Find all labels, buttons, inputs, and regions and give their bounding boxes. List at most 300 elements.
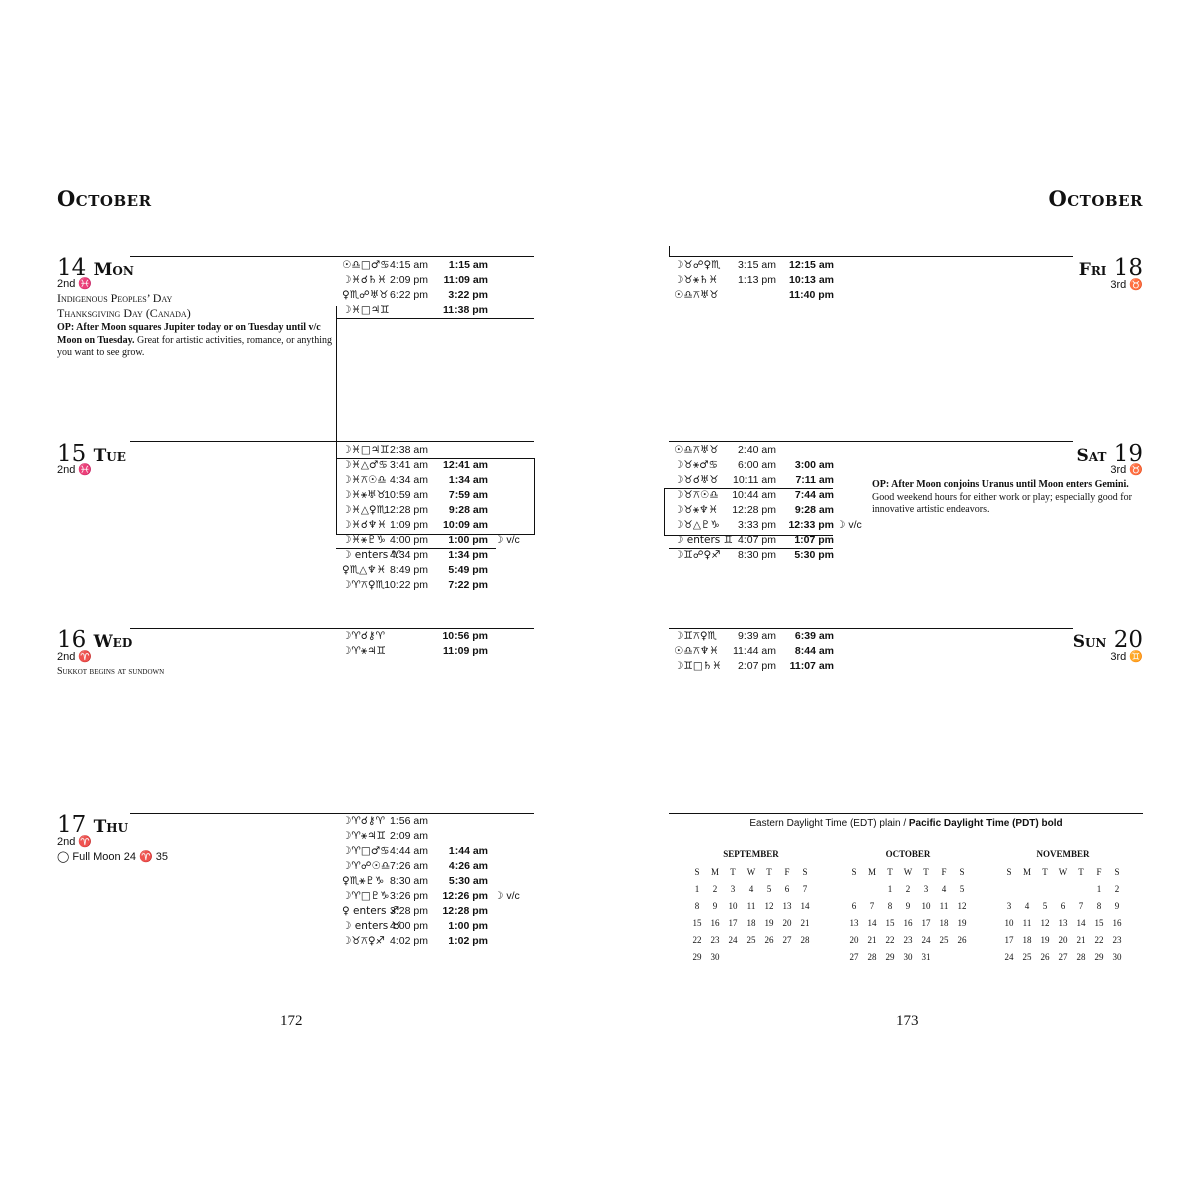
calendar-day: 30 (710, 951, 720, 962)
calendar-day: 20 (1058, 934, 1068, 945)
calendar-weekday: T (730, 866, 736, 877)
calendar-weekday: F (941, 866, 947, 877)
calendar-day: 30 (903, 951, 913, 962)
day-number: 15 (57, 441, 87, 467)
aspect-pdt: 5:30 pm (794, 549, 834, 561)
aspect-symbols: ☽♓□♃♊ (342, 444, 390, 456)
op-note-text: Good weekend hours for either work or play; especially good for innovative artistic endeavors. (872, 491, 1132, 515)
aspect-edt: 4:34 pm (390, 549, 428, 561)
aspect-edt: 7:26 am (390, 860, 428, 872)
aspect-row (338, 919, 538, 934)
calendar-day: 21 (800, 917, 810, 928)
calendar-day: 19 (764, 917, 774, 928)
aspect-pdt: 11:09 pm (443, 645, 488, 657)
calendar-day: 1 (1096, 883, 1102, 894)
aspect-symbols: ☽♉⚹♆♓ (674, 504, 718, 516)
aspect-row (338, 904, 538, 919)
calendar-day: 19 (957, 917, 967, 928)
calendar-rule (669, 813, 1143, 814)
calendar-day: 8 (694, 900, 700, 911)
calendar-day: 10 (728, 900, 738, 911)
aspect-edt: 10:59 am (384, 489, 428, 501)
calendar-weekday: T (766, 866, 772, 877)
calendar-day: 24 (921, 934, 931, 945)
calendar-day (935, 948, 953, 965)
calendar-day: 20 (849, 934, 859, 945)
aspect-list-wed16 (338, 629, 538, 659)
calendar-day: 5 (1042, 900, 1048, 911)
calendar-day: 18 (746, 917, 756, 928)
calendar-day: 4 (748, 883, 754, 894)
calendar-day: 25 (939, 934, 949, 945)
calendar-day: 4 (941, 883, 947, 894)
aspect-symbols: ♀♏☍♅♉ (342, 289, 389, 301)
calendar-day (1018, 880, 1036, 897)
aspect-symbols: ☽♈⚹♃♊ (342, 645, 386, 657)
calendar-weekday: T (923, 866, 929, 877)
aspect-pdt: 12:26 pm (442, 890, 488, 902)
aspect-symbols: ☽ enters ♉ (342, 920, 401, 932)
calendar-day: 27 (849, 951, 859, 962)
calendar-day: 8 (1096, 900, 1102, 911)
mini-calendar-september (688, 849, 814, 965)
day-name: Fri (1078, 260, 1107, 280)
aspect-edt: 10:22 pm (384, 579, 428, 591)
aspect-pdt: 1:02 pm (448, 935, 488, 947)
calendar-day: 29 (885, 951, 895, 962)
calendar-day: 18 (939, 917, 949, 928)
aspect-row (338, 859, 538, 874)
calendar-weekday: S (1006, 866, 1012, 877)
aspect-edt: 3:33 pm (738, 519, 776, 531)
aspect-edt: 2:09 pm (390, 274, 428, 286)
calendar-month-title: SEPTEMBER (723, 849, 779, 859)
aspect-row (338, 934, 538, 949)
aspect-symbols: ☽♉⚹♂♋ (674, 459, 718, 471)
day-name: Mon (93, 260, 134, 280)
calendar-day: 16 (903, 917, 913, 928)
calendar-day: 23 (710, 934, 720, 945)
void-of-course-label: ☽ v/c (494, 890, 520, 902)
aspect-edt: 2:09 am (390, 830, 428, 842)
aspect-pdt: 1:07 pm (794, 534, 834, 546)
calendar-day (724, 948, 742, 965)
calendar-day: 8 (887, 900, 893, 911)
aspect-pdt: 9:28 am (794, 504, 834, 516)
calendar-month-title: OCTOBER (885, 849, 931, 859)
calendar-day: 14 (1076, 917, 1086, 928)
aspect-pdt: 12:28 pm (442, 905, 488, 917)
aspect-row (670, 548, 870, 563)
aspect-symbols: ☉♎□♂♋ (342, 259, 390, 271)
calendar-day: 7 (1078, 900, 1084, 911)
aspect-row (338, 829, 538, 844)
aspect-row (670, 273, 870, 288)
aspect-row (670, 644, 870, 659)
aspect-edt: 1:13 pm (738, 274, 776, 286)
aspect-pdt: 6:39 am (794, 630, 834, 642)
aspect-symbols: ☽♓△♀♏ (342, 504, 387, 516)
calendar-day (778, 948, 796, 965)
aspect-edt: 3:26 pm (390, 890, 428, 902)
calendar-day: 29 (1094, 951, 1104, 962)
day-number: 20 (1113, 627, 1143, 653)
calendar-day: 25 (746, 934, 756, 945)
aspect-row (670, 458, 870, 473)
calendar-day: 6 (1060, 900, 1066, 911)
aspect-edt: 4:00 pm (390, 534, 428, 546)
calendar-day: 1 (694, 883, 700, 894)
timezone-bold: Pacific Daylight Time (PDT) bold (908, 818, 1063, 829)
void-of-course-label: ☽ v/c (494, 534, 520, 546)
aspect-pdt: 11:09 am (443, 274, 488, 286)
calendar-weekday: S (959, 866, 965, 877)
aspect-edt: 2:07 pm (738, 660, 776, 672)
moon-phase: 3rd ♊ (1110, 651, 1143, 663)
calendar-day: 6 (784, 883, 790, 894)
aspect-list-fri18 (670, 258, 870, 303)
aspect-row (338, 814, 538, 829)
aspect-symbols: ☽♉☍♀♏ (674, 259, 721, 271)
moon-phase: 2nd ♓ (57, 278, 93, 290)
calendar-day: 26 (764, 934, 774, 945)
aspect-edt: 10:44 am (732, 489, 776, 501)
calendar-day: 11 (939, 900, 949, 911)
aspect-pdt: 7:11 am (795, 474, 834, 486)
calendar-day (1072, 880, 1090, 897)
calendar-day: 13 (1058, 917, 1068, 928)
timezone-legend (670, 818, 1142, 829)
aspect-pdt: 12:33 pm (788, 519, 834, 531)
aspect-row (338, 548, 538, 563)
aspect-pdt: 1:34 am (448, 474, 488, 486)
aspect-row (670, 258, 870, 273)
aspect-pdt: 7:44 am (794, 489, 834, 501)
aspect-pdt: 9:28 am (448, 504, 488, 516)
calendar-day (953, 948, 971, 965)
calendar-weekday: S (851, 866, 857, 877)
aspect-symbols: ♀ enters ♐ (342, 905, 400, 917)
aspect-symbols: ☽♓□♃♊ (342, 304, 390, 316)
aspect-edt: 11:44 am (733, 645, 776, 657)
aspect-edt: 1:56 am (390, 815, 428, 827)
holiday-1: Indigenous Peoples’ Day (57, 291, 173, 305)
mini-calendar-november (1000, 849, 1126, 965)
calendar-day: 23 (903, 934, 913, 945)
aspect-list-mon14 (338, 258, 538, 318)
calendar-day: 22 (692, 934, 702, 945)
aspect-edt: 8:30 am (390, 875, 428, 887)
calendar-day: 12 (957, 900, 967, 911)
calendar-day: 21 (867, 934, 877, 945)
aspect-row (338, 258, 538, 273)
calendar-day: 26 (1040, 951, 1050, 962)
aspect-edt: 3:15 am (738, 259, 776, 271)
aspect-edt: 1:09 pm (390, 519, 428, 531)
aspect-row (338, 273, 538, 288)
aspect-pdt: 1:44 am (448, 845, 488, 857)
aspect-edt: 3:41 am (390, 459, 428, 471)
aspect-edt: 4:44 am (390, 845, 428, 857)
aspect-pdt: 10:13 am (789, 274, 834, 286)
calendar-weekday: T (1042, 866, 1048, 877)
aspect-symbols: ☽♉△♇♑ (674, 519, 720, 531)
aspect-edt: 4:34 am (390, 474, 428, 486)
aspect-symbols: ☽♉⚹♄♓ (674, 274, 718, 286)
calendar-weekday: M (867, 866, 876, 877)
day-name: Wed (93, 632, 133, 652)
voc-rule (336, 548, 496, 549)
calendar-day: 5 (766, 883, 772, 894)
aspect-row (338, 303, 538, 318)
op-note-text: Great for artistic activities, romance, or anything you want to see grow. (57, 334, 332, 358)
aspect-edt: 2:38 am (390, 444, 428, 456)
aspect-pdt: 1:00 pm (448, 534, 488, 546)
aspect-row (670, 443, 870, 458)
calendar-day: 9 (905, 900, 911, 911)
day-name: Thu (93, 817, 129, 837)
aspect-list-sun20 (670, 629, 870, 674)
aspect-pdt: 4:26 am (448, 860, 488, 872)
calendar-day: 28 (867, 951, 877, 962)
aspect-symbols: ☽ enters ♈ (342, 549, 401, 561)
aspect-edt: 6:00 am (738, 459, 776, 471)
calendar-day: 12 (1040, 917, 1050, 928)
aspect-symbols: ☽♓☌♄♓ (342, 274, 387, 286)
aspect-pdt: 1:15 am (448, 259, 488, 271)
calendar-day: 25 (1022, 951, 1032, 962)
voc-rule (669, 548, 833, 549)
voc-bracket-line (336, 306, 337, 458)
calendar-weekday: F (784, 866, 790, 877)
aspect-symbols: ☽♊☍♀♐ (674, 549, 721, 561)
calendar-day: 26 (957, 934, 967, 945)
aspect-pdt: 5:49 pm (448, 564, 488, 576)
calendar-day: 14 (800, 900, 810, 911)
day-number: 14 (57, 255, 87, 281)
aspect-symbols: ☽♈☌⚷♈ (342, 630, 385, 642)
calendar-day: 15 (692, 917, 702, 928)
calendar-day: 17 (1004, 934, 1014, 945)
calendar-day: 3 (923, 883, 929, 894)
day-rule (130, 441, 534, 442)
calendar-weekday: S (694, 866, 700, 877)
moon-phase: 2nd ♈ (57, 836, 93, 848)
holiday-1: Sukkot begins at sundown (57, 666, 165, 677)
aspect-row (338, 889, 538, 904)
calendar-day: 17 (728, 917, 738, 928)
aspect-row (338, 629, 538, 644)
calendar-day: 14 (867, 917, 877, 928)
aspect-symbols: ☽♉⚻♀♐ (342, 935, 385, 947)
timezone-plain: Eastern Daylight Time (EDT) plain (749, 818, 901, 829)
aspect-edt: 8:30 pm (738, 549, 776, 561)
aspect-pdt: 7:22 pm (448, 579, 488, 591)
aspect-edt: 3:28 pm (390, 905, 428, 917)
aspect-symbols: ☉♎⚻♅♉ (674, 289, 719, 301)
aspect-symbols: ☽♈□♇♑ (342, 890, 390, 902)
calendar-day: 16 (710, 917, 720, 928)
aspect-edt: 12:28 pm (384, 504, 428, 516)
voc-bracket-line (669, 246, 670, 256)
calendar-day: 27 (782, 934, 792, 945)
aspect-symbols: ☽ enters ♊ (674, 534, 733, 546)
aspect-pdt: 8:44 am (794, 645, 834, 657)
day-name: Tue (93, 446, 126, 466)
op-note-mon14 (57, 322, 332, 360)
aspect-row (670, 659, 870, 674)
calendar-day: 2 (905, 883, 911, 894)
day-rule (669, 441, 1073, 442)
calendar-day: 19 (1040, 934, 1050, 945)
aspect-pdt: 1:00 pm (448, 920, 488, 932)
aspect-row (338, 644, 538, 659)
aspect-symbols: ☽♓⚹♅♉ (342, 489, 386, 501)
aspect-row (338, 443, 538, 458)
voc-bracket-top (336, 318, 534, 319)
calendar-day: 2 (1114, 883, 1120, 894)
calendar-day (1054, 880, 1072, 897)
left-page-number: 172 (280, 1013, 303, 1029)
aspect-row (338, 563, 538, 578)
calendar-day: 7 (869, 900, 875, 911)
calendar-day: 31 (921, 951, 931, 962)
aspect-row (338, 844, 538, 859)
calendar-day: 24 (728, 934, 738, 945)
aspect-row (670, 473, 870, 488)
calendar-day: 13 (849, 917, 859, 928)
aspect-symbols: ☽♈□♂♋ (342, 845, 390, 857)
day-name: Sun (1072, 632, 1107, 652)
calendar-day (760, 948, 778, 965)
calendar-day: 2 (712, 883, 718, 894)
aspect-pdt: 12:41 am (443, 459, 488, 471)
aspect-pdt: 7:59 am (448, 489, 488, 501)
aspect-symbols: ☽♓☌♆♓ (342, 519, 387, 531)
aspect-symbols: ☽♈☌⚷♈ (342, 815, 385, 827)
calendar-day (1000, 880, 1018, 897)
calendar-day: 28 (1076, 951, 1086, 962)
calendar-day: 7 (802, 883, 808, 894)
aspect-symbols: ☽♊⚻♀♏ (674, 630, 717, 642)
calendar-day (845, 880, 863, 897)
calendar-day: 16 (1112, 917, 1122, 928)
aspect-row (338, 533, 538, 548)
calendar-day: 21 (1076, 934, 1086, 945)
op-note-bold: OP: After Moon conjoins Uranus until Moon enters Gemini. (872, 479, 1129, 490)
calendar-day: 6 (851, 900, 857, 911)
calendar-day: 9 (712, 900, 718, 911)
aspect-edt: 2:40 am (738, 444, 776, 456)
calendar-day: 4 (1024, 900, 1030, 911)
calendar-day: 27 (1058, 951, 1068, 962)
calendar-day: 20 (782, 917, 792, 928)
calendar-day: 3 (730, 883, 736, 894)
calendar-day (796, 948, 814, 965)
holiday-2: Thanksgiving Day (Canada) (57, 306, 191, 320)
aspect-symbols: ☽♉☌♅♉ (674, 474, 719, 486)
left-month-title: October (57, 186, 152, 211)
aspect-edt: 12:28 pm (732, 504, 776, 516)
calendar-day: 28 (800, 934, 810, 945)
calendar-day (742, 948, 760, 965)
calendar-weekday: F (1096, 866, 1102, 877)
calendar-day: 11 (746, 900, 756, 911)
aspect-symbols: ☽♈☍☉♎ (342, 860, 391, 872)
aspect-symbols: ♀♏⚹♇♑ (342, 875, 385, 887)
right-month-title: October (1048, 186, 1143, 211)
aspect-pdt: 3:22 pm (448, 289, 488, 301)
aspect-row (338, 288, 538, 303)
op-note-bold: OP: After Moon squares Jupiter today or on Tuesday until v/c Moon on Tuesday. (57, 322, 321, 346)
aspect-pdt: 11:38 pm (443, 304, 488, 316)
calendar-day: 22 (1094, 934, 1104, 945)
calendar-weekday: T (887, 866, 893, 877)
day-name: Sat (1076, 446, 1107, 466)
calendar-day: 23 (1112, 934, 1122, 945)
aspect-row (338, 578, 538, 593)
moon-phase: 2nd ♓ (57, 464, 93, 476)
aspect-symbols: ☽♈⚻♀♏ (342, 579, 385, 591)
calendar-day: 9 (1114, 900, 1120, 911)
right-page-number: 173 (896, 1013, 919, 1029)
aspect-symbols: ☽♈⚹♃♊ (342, 830, 386, 842)
aspect-symbols: ☽♉⚻☉♎ (674, 489, 719, 501)
aspect-pdt: 11:07 am (789, 660, 834, 672)
calendar-day: 18 (1022, 934, 1032, 945)
aspect-pdt: 5:30 am (448, 875, 488, 887)
aspect-edt: 4:07 pm (738, 534, 776, 546)
calendar-weekday: W (746, 866, 756, 877)
aspect-symbols: ☽♊□♄♓ (674, 660, 722, 672)
moon-phase: 3rd ♉ (1110, 279, 1143, 291)
mini-calendar-october (845, 849, 971, 965)
aspect-symbols: ☽♓△♂♋ (342, 459, 388, 471)
day-number: 18 (1113, 255, 1143, 281)
timezone-separator: / (903, 818, 907, 829)
calendar-weekday: T (1078, 866, 1084, 877)
calendar-weekday: W (1058, 866, 1068, 877)
calendar-weekday: M (1022, 866, 1031, 877)
aspect-row (670, 629, 870, 644)
day-number: 16 (57, 627, 87, 653)
calendar-day: 10 (921, 900, 931, 911)
void-of-course-label: ☽ v/c (836, 519, 862, 531)
aspect-row (670, 288, 870, 303)
calendar-weekday: M (710, 866, 719, 877)
aspect-edt: 4:02 pm (390, 935, 428, 947)
calendar-weekday: S (802, 866, 808, 877)
calendar-day: 30 (1112, 951, 1122, 962)
op-note-sat19 (872, 479, 1144, 517)
calendar-weekday: W (903, 866, 913, 877)
aspect-pdt: 3:00 am (794, 459, 834, 471)
calendar-day: 12 (764, 900, 774, 911)
calendar-day: 5 (959, 883, 965, 894)
aspect-edt: 8:49 pm (390, 564, 428, 576)
aspect-symbols: ☽♓⚻☉♎ (342, 474, 387, 486)
calendar-month-title: NOVEMBER (1036, 849, 1090, 859)
calendar-weekday: S (1114, 866, 1120, 877)
day-number: 17 (57, 812, 87, 838)
calendar-day (863, 880, 881, 897)
calendar-day: 15 (1094, 917, 1104, 928)
aspect-pdt: 10:56 pm (442, 630, 488, 642)
calendar-day: 1 (887, 883, 893, 894)
aspect-pdt: 1:34 pm (448, 549, 488, 561)
day-number: 19 (1113, 441, 1143, 467)
aspect-pdt: 11:40 pm (789, 289, 834, 301)
